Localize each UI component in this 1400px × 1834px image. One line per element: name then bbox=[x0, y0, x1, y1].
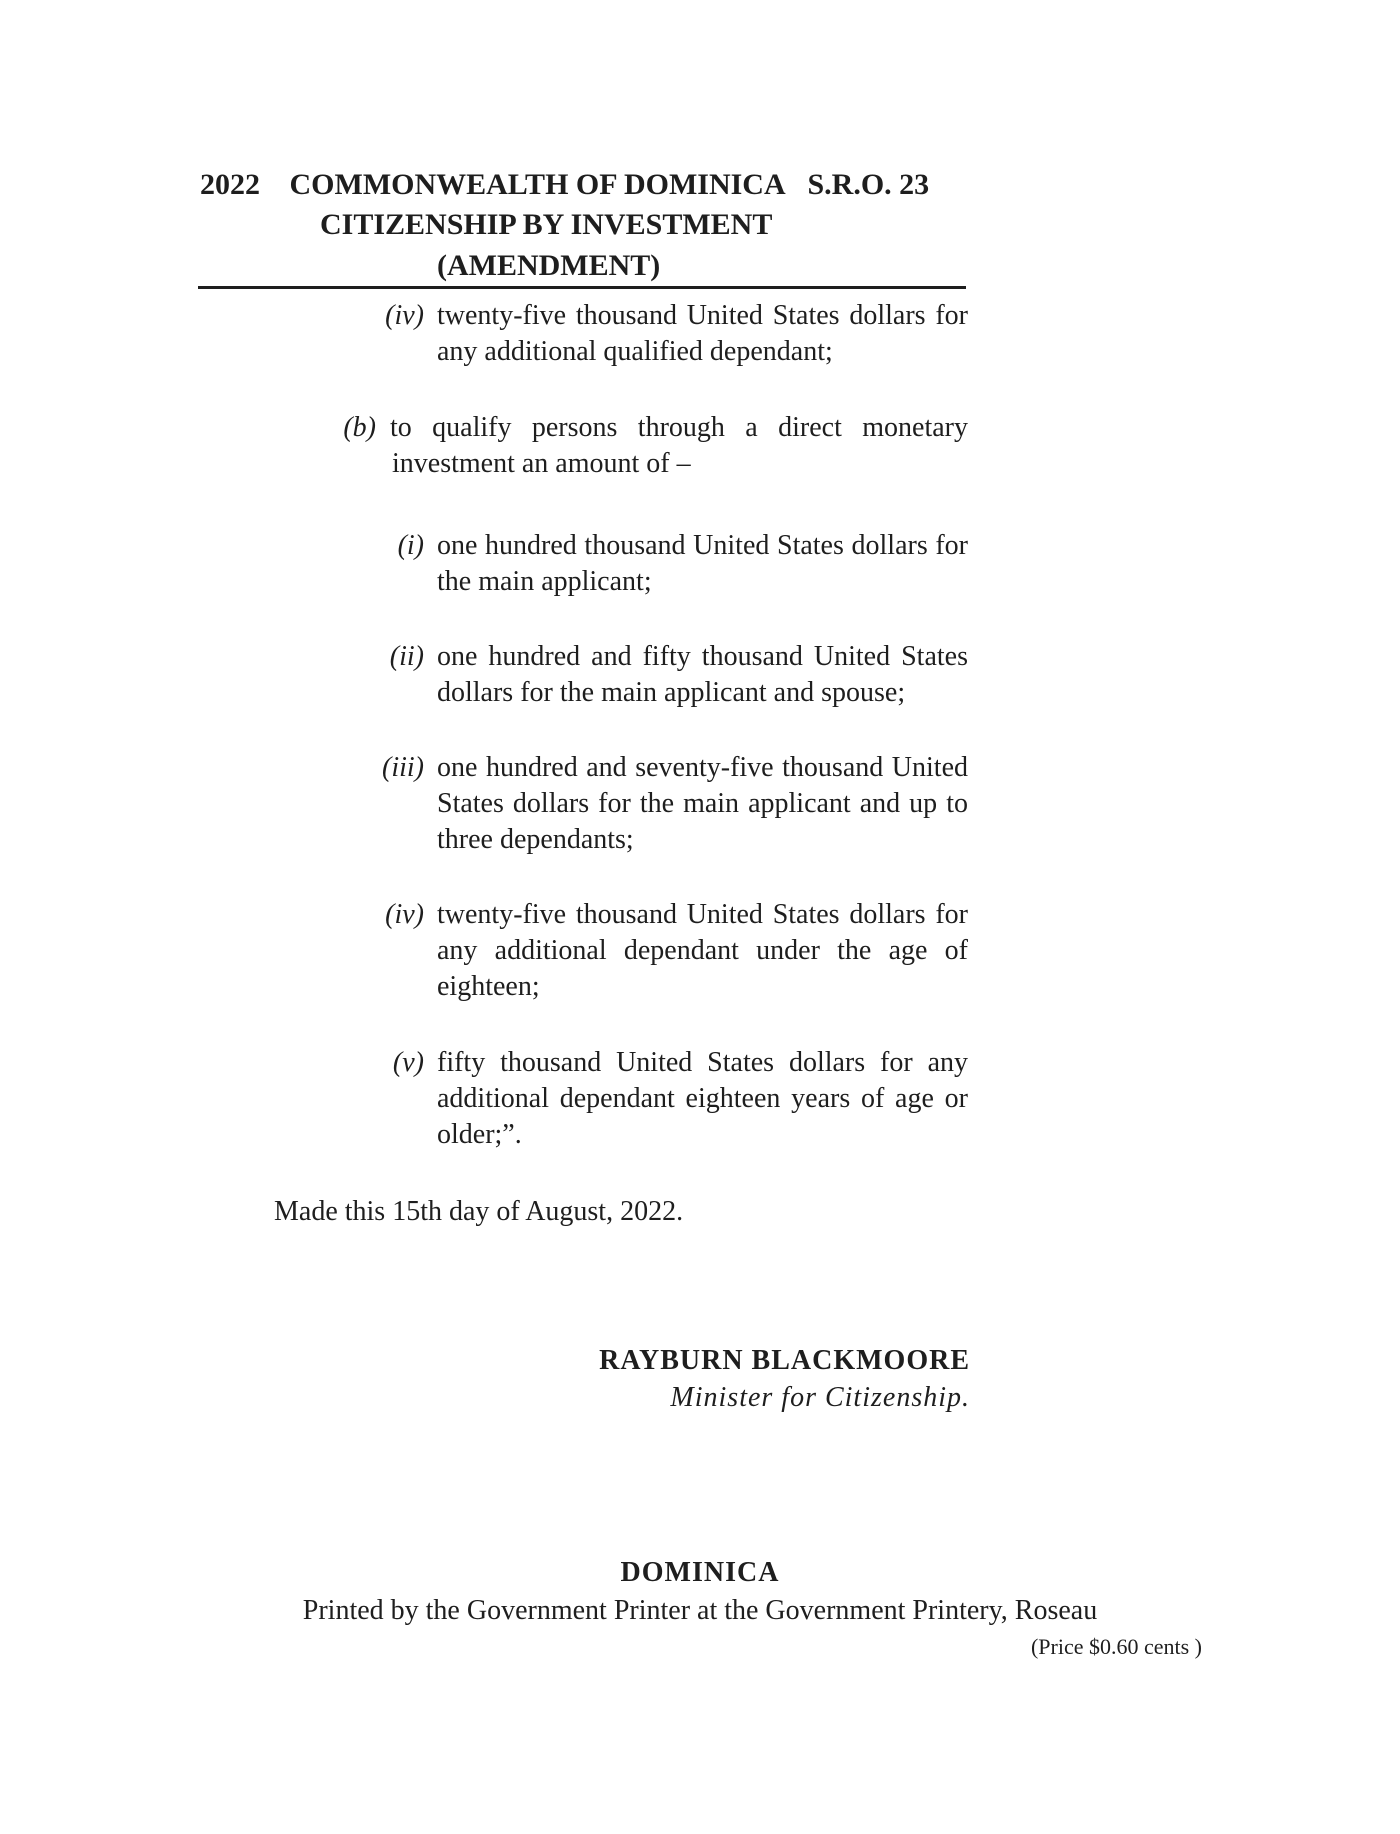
clause-text: twenty-five thousand United States dollars for any additional dependant under the age of eighteen; bbox=[437, 899, 968, 1002]
clause-text: one hundred and fifty thousand United States dollars for the main applicant and spouse; bbox=[437, 641, 968, 708]
clause-text-line1: to qualify persons through a direct monetary bbox=[390, 412, 968, 443]
clause-label: (i) bbox=[397, 530, 424, 561]
clause-label: (v) bbox=[392, 1047, 424, 1078]
header-year: 2022 bbox=[200, 168, 260, 201]
header-title-line2: (AMENDMENT) bbox=[437, 249, 661, 282]
signatory-title: Minister for Citizenship. bbox=[670, 1382, 970, 1413]
header-title-line1: CITIZENSHIP BY INVESTMENT bbox=[320, 208, 773, 241]
header-sro-number: S.R.O. 23 bbox=[807, 168, 930, 201]
clause-label: (iv) bbox=[385, 300, 424, 331]
signatory-name: RAYBURN BLACKMOORE bbox=[599, 1345, 970, 1376]
clause-text: one hundred thousand United States dollars for the main applicant; bbox=[437, 530, 968, 597]
clause-text: one hundred and seventy-five thousand United States dollars for the main applicant and up to three dependants; bbox=[437, 752, 968, 855]
clause-text: twenty-five thousand United States dollars for any additional qualified dependant; bbox=[437, 300, 968, 367]
footer-printer: Printed by the Government Printer at the Government Printery, Roseau bbox=[302, 1595, 1098, 1626]
footer-country: DOMINICA bbox=[620, 1557, 780, 1588]
clause-label: (iii) bbox=[382, 752, 424, 783]
header-rule bbox=[198, 286, 966, 289]
clause-label: (b) bbox=[343, 412, 376, 443]
clause-label: (iv) bbox=[385, 899, 424, 930]
made-date-line: Made this 15th day of August, 2022. bbox=[274, 1196, 684, 1227]
clause-text: fifty thousand United States dollars for any additional dependant eighteen years of age or older;”. bbox=[437, 1047, 968, 1150]
clause-text-line2: investment an amount of – bbox=[392, 448, 691, 479]
clause-label: (ii) bbox=[389, 641, 424, 672]
footer-price: (Price $0.60 cents ) bbox=[1030, 1634, 1202, 1659]
header-jurisdiction: COMMONWEALTH OF DOMINICA bbox=[289, 168, 784, 201]
header-line bbox=[200, 165, 929, 205]
